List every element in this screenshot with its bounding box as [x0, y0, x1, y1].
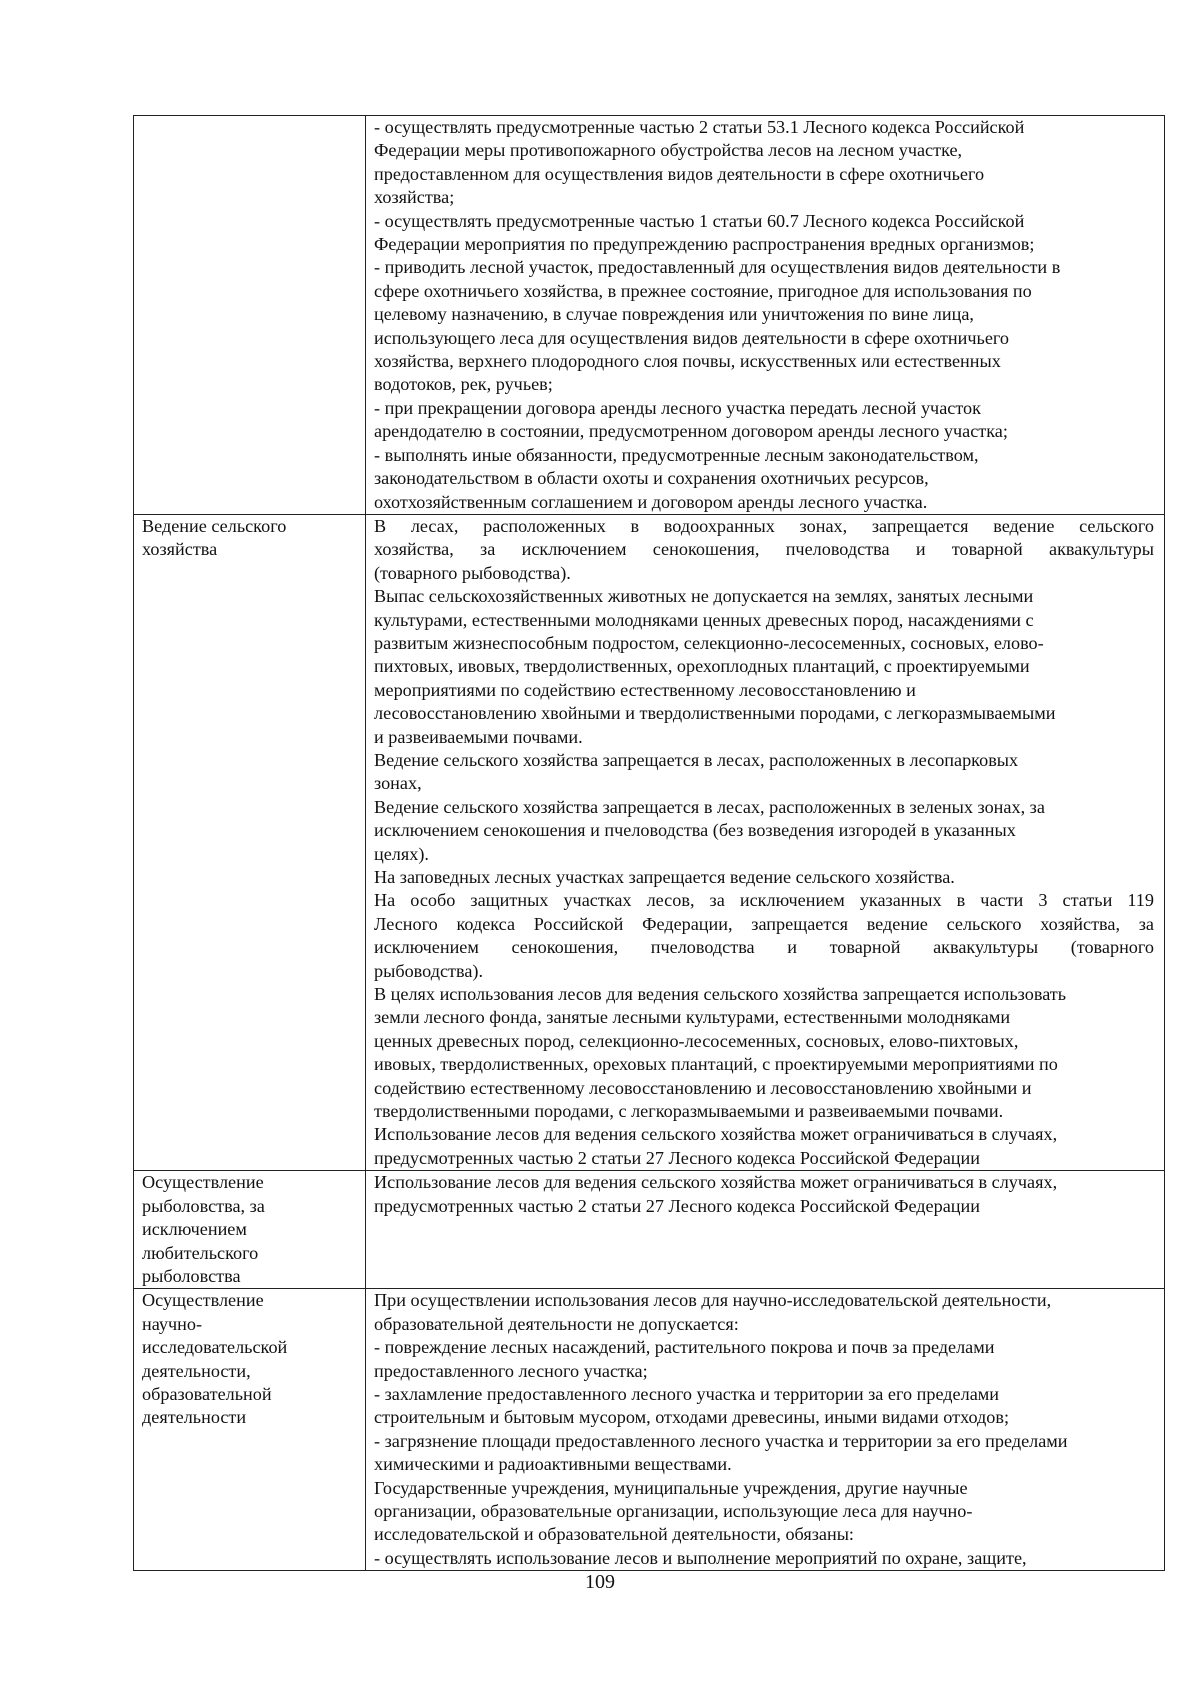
content-line: На заповедных лесных участках запрещается ведение сельского хозяйства. — [374, 867, 955, 887]
content-line: хозяйства, за исключением сенокошения, пчеловодства и товарной аквакультуры — [374, 539, 1154, 560]
content-line: и развеиваемыми почвами. — [374, 726, 583, 747]
content-line: предусмотренных частью 2 статьи 27 Лесного кодекса Российской Федерации — [374, 1195, 980, 1216]
content-line: использующего леса для осуществления видов деятельности в сфере охотничьего — [374, 327, 1010, 348]
activity-cell — [134, 1289, 366, 1571]
content-line: - осуществлять предусмотренные частью 2 статьи 53.1 Лесного кодекса Российской — [374, 117, 1025, 137]
content-line: Выпас сельскохозяйственных животных не допускается на землях, занятых лесными — [374, 586, 1034, 607]
content-line: твердолиственными породами, с легкоразмываемыми и развеиваемыми почвами. — [374, 1101, 1004, 1122]
activity-line: любительского — [142, 1242, 259, 1263]
content-line: целевому назначению, в случае повреждения или уничтожения по вине лица, — [374, 304, 974, 325]
content-line: сфере охотничьего хозяйства, в прежнее состояние, пригодное для использования по — [374, 280, 1032, 301]
content-line: - повреждение лесных насаждений, растительного покрова и почв за пределами — [374, 1337, 995, 1358]
activity-line: Осуществление — [142, 1172, 264, 1193]
content-line: В лесах, расположенных в водоохранных зонах, запрещается ведение сельского — [374, 515, 1154, 536]
content-line: Государственные учреждения, муниципальные учреждения, другие научные — [374, 1477, 968, 1498]
activity-line: деятельности — [142, 1407, 247, 1428]
content-line: целях). — [374, 843, 429, 864]
content-line: исключением сенокошения и пчеловодства (без возведения изгородей в указанных — [374, 820, 1016, 841]
content-line: - загрязнение площади предоставленного лесного участка и территории за его пределами — [374, 1430, 1068, 1451]
table-row — [134, 1289, 1165, 1571]
activity-line: образовательной — [142, 1383, 272, 1404]
content-line: пихтовых, ивовых, твердолиственных, орехоплодных плантаций, с проектируемыми — [374, 656, 1030, 677]
content-cell — [366, 1171, 1165, 1289]
content-cell — [366, 116, 1165, 515]
activity-cell — [134, 116, 366, 515]
content-line: исключением сенокошения, пчеловодства и товарной аквакультуры (товарного — [374, 937, 1154, 958]
content-line: охотхозяйственным соглашением и договором аренды лесного участка. — [374, 491, 928, 512]
content-line: земли лесного фонда, занятые лесными культурами, естественными молодняками — [374, 1007, 1011, 1028]
content-line: На особо защитных участках лесов, за исключением указанных в части 3 статьи 119 — [374, 890, 1154, 911]
content-cell — [366, 514, 1165, 1170]
activity-line: рыболовства — [142, 1265, 241, 1286]
content-line: химическими и радиоактивными веществами. — [374, 1454, 732, 1475]
content-line: водотоков, рек, ручьев; — [374, 374, 553, 395]
activity-line: рыболовства, за — [142, 1195, 265, 1216]
table-row — [134, 116, 1165, 515]
content-line: (товарного рыбоводства). — [374, 562, 571, 583]
content-line: предоставленного лесного участка; — [374, 1360, 648, 1381]
content-cell — [366, 1289, 1165, 1571]
content-line: образовательной деятельности не допускается: — [374, 1313, 739, 1334]
content-line: - осуществлять предусмотренные частью 1 статьи 60.7 Лесного кодекса Российской — [374, 210, 1025, 231]
activity-line: научно- — [142, 1313, 203, 1334]
page-number: 109 — [585, 1571, 615, 1593]
content-line: строительным и бытовым мусором, отходами древесины, иными видами отходов; — [374, 1407, 1010, 1428]
content-line: хозяйства; — [374, 187, 455, 208]
table-row — [134, 1171, 1165, 1289]
activity-cell — [134, 514, 366, 1170]
content-line: - приводить лесной участок, предоставленный для осуществления видов деятельности в — [374, 257, 1061, 278]
content-line: мероприятиями по содействию естественному лесовосстановлению и — [374, 679, 916, 700]
content-line: организации, образовательные организации, использующие леса для научно- — [374, 1500, 973, 1521]
activity-line: исследовательской — [142, 1337, 288, 1358]
content-line: исследовательской и образовательной деятельности, обязаны: — [374, 1524, 854, 1545]
content-line: - при прекращении договора аренды лесного участка передать лесной участок — [374, 397, 981, 418]
content-line: Федерации меры противопожарного обустройства лесов на лесном участке, — [374, 140, 963, 161]
content-line: ивовых, твердолиственных, ореховых плантаций, с проектируемыми мероприятиями по — [374, 1054, 1058, 1075]
content-line: содействию естественному лесовосстановлению и лесовосстановлению хвойными и — [374, 1077, 1032, 1098]
content-line: развитым жизнеспособным подростом, селекционно-лесосеменных, сосновых, елово- — [374, 632, 1044, 653]
content-line: Федерации мероприятия по предупреждению распространения вредных организмов; — [374, 234, 1035, 255]
content-line: Лесного кодекса Российской Федерации, запрещается ведение сельского хозяйства, за — [374, 913, 1154, 934]
content-line: предусмотренных частью 2 статьи 27 Лесного кодекса Российской Федерации — [374, 1147, 980, 1168]
content-line: ценных древесных пород, селекционно-лесосеменных, сосновых, елово-пихтовых, — [374, 1030, 1019, 1051]
content-line: - выполнять иные обязанности, предусмотренные лесным законодательством, — [374, 444, 979, 465]
activity-line: Ведение сельского — [142, 515, 287, 536]
content-line: лесовосстановлению хвойными и твердолиственными породами, с легкоразмываемыми — [374, 703, 1056, 724]
regulations-table — [133, 115, 1165, 1571]
content-line: При осуществлении использования лесов для научно-исследовательской деятельности, — [374, 1290, 1052, 1311]
content-line: законодательством в области охоты и сохранения охотничьих ресурсов, — [374, 468, 929, 489]
content-line: В целях использования лесов для ведения сельского хозяйства запрещается использовать — [374, 984, 1067, 1005]
table-row — [134, 514, 1165, 1170]
content-line: предоставленном для осуществления видов деятельности в сфере охотничьего — [374, 163, 985, 184]
content-line: - осуществлять использование лесов и выполнение мероприятий по охране, защите, — [374, 1547, 1027, 1568]
content-line: - захламление предоставленного лесного участка и территории за его пределами — [374, 1383, 1000, 1404]
content-line: арендодателю в состоянии, предусмотренном договором аренды лесного участка; — [374, 421, 1008, 442]
activity-line: деятельности, — [142, 1360, 251, 1381]
activity-line: Осуществление — [142, 1290, 264, 1311]
content-line: Ведение сельского хозяйства запрещается в лесах, расположенных в зеленых зонах, за — [374, 796, 1045, 817]
content-line: Использование лесов для ведения сельского хозяйства может ограничиваться в случаях, — [374, 1172, 1058, 1193]
content-line: Использование лесов для ведения сельского хозяйства может ограничиваться в случаях, — [374, 1124, 1058, 1145]
content-line: Ведение сельского хозяйства запрещается в лесах, расположенных в лесопарковых — [374, 749, 1019, 770]
content-line: хозяйства, верхнего плодородного слоя почвы, искусственных или естественных — [374, 351, 1001, 372]
activity-line: исключением — [142, 1219, 247, 1240]
activity-cell — [134, 1171, 366, 1289]
content-line: рыбоводства). — [374, 960, 483, 981]
activity-line: хозяйства — [142, 539, 218, 560]
content-line: культурами, естественными молодняками ценных древесных пород, насаждениями с — [374, 609, 1034, 630]
content-line: зонах, — [374, 773, 422, 794]
